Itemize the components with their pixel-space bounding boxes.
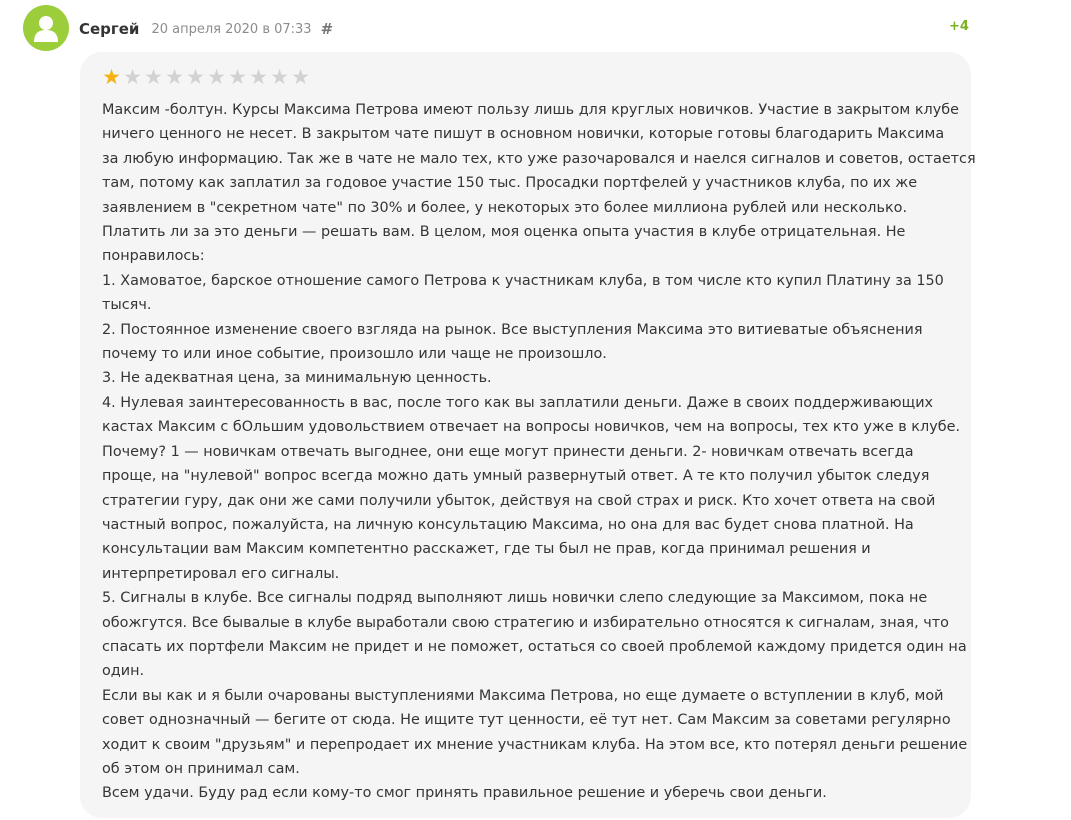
comment-line: Всем удачи. Буду рад если кому-то смог принять правильное решение и уберечь свои деньги.	[102, 785, 827, 802]
comment-line: ходит к своим "друзьям" и перепродает их мнение участникам клуба. На этом все, кто потерял деньги решение	[102, 736, 968, 753]
avatar[interactable]	[23, 5, 69, 51]
comment-line: совет однозначный — бегите от сюда. Не ищите тут ценности, её тут нет. Сам Максим за советами регулярно	[102, 712, 951, 729]
comment-line: 4. Нулевая заинтересованность в вас, после того как вы заплатили деньги. Даже в своих поддерживающих	[102, 394, 934, 411]
comment-line: заявлением в "секретном чате" по 30% и более, у некоторых это более миллиона рублей или несколько.	[102, 199, 908, 216]
comment-anchor-link[interactable]: #	[320, 20, 334, 38]
comment-text	[102, 98, 976, 806]
comment-line: 3. Не адекватная цена, за минимальную ценность.	[102, 370, 492, 387]
star-icon: ★	[249, 65, 268, 89]
comment-line: интерпретировал его сигналы.	[102, 565, 340, 582]
comment-line: тысяч.	[102, 297, 152, 314]
comment-line: за любую информацию. Так же в чате не мало тех, кто уже разочаровался и наелся сигналов и советов, остается	[102, 150, 976, 167]
comment-date: 20 апреля 2020 в 07:33	[151, 21, 312, 37]
comment-line: один.	[102, 663, 145, 680]
author-name[interactable]: Сергей	[79, 20, 140, 38]
comment-line: об этом он принимал сам.	[102, 760, 300, 777]
comment-line: Почему? 1 — новичкам отвечать выгоднее, они еще могут принести деньги. 2- новичкам отвечать всегда	[102, 443, 914, 460]
comment-line: проще, на "нулевой" вопрос всегда можно дать умный развернутый ответ. А те кто получил убыток следуя	[102, 468, 930, 485]
star-icon: ★	[165, 65, 184, 89]
comment-line: 5. Сигналы в клубе. Все сигналы подряд выполняют лишь новички слепо следующие за Максимом, пока не	[102, 590, 928, 607]
user-silhouette-icon	[34, 14, 58, 42]
comment-line: кастах Максим с бОльшим удовольствием отвечает на вопросы новичков, чем на вопросы, тех кто уже в клубе.	[102, 419, 961, 436]
star-icon: ★	[228, 65, 247, 89]
star-icon: ★	[123, 65, 142, 89]
comment-line: 2. Постоянное изменение своего взгляда на рынок. Все выступления Максима это витиеватые объяснения	[102, 321, 923, 338]
star-icon: ★	[270, 65, 289, 89]
comment-line: обожгутся. Все бывалые в клубе выработали свою стратегию и избирательно относятся к сигналам, зная, что	[102, 614, 949, 631]
comment-line: Платить ли за это деньги — решать вам. В целом, моя оценка опыта участия в клубе отрицательная. Не	[102, 224, 906, 241]
comment-line: 1. Хамоватое, барское отношение самого Петрова к участникам клуба, в том числе кто купил Платину за 150	[102, 272, 944, 289]
comment-line: Максим -болтун. Курсы Максима Петрова имеют пользу лишь для круглых новичков. Участие в закрытом клубе	[102, 102, 959, 118]
comment-line: стратегии гуру, дак они же сами получили убыток, действуя на свой страх и риск. Кто хочет ответа на свой	[102, 492, 936, 509]
comment-line: Если вы как и я были очарованы выступлениями Максима Петрова, но еще думаете о вступлении в клуб, мой	[102, 687, 944, 704]
comment-line: консультации вам Максим компетентно расскажет, где ты был не прав, когда принимал решения и	[102, 541, 871, 558]
comment-rating: +4	[949, 19, 969, 34]
comment-line: ничего ценного не несет. В закрытом чате пишут в основном новички, которые готовы благодарить Максима	[102, 126, 945, 143]
star-icon: ★	[144, 65, 163, 89]
star-icon: ★	[186, 65, 205, 89]
comment-line: частный вопрос, пожалуйста, на личную консультацию Максима, но она для вас будет снова платной. На	[102, 516, 914, 533]
comment-line: понравилось:	[102, 248, 205, 265]
comment-line: почему то или иное событие, произошло или чаще не произошло.	[102, 346, 607, 363]
comment-line: спасать их портфели Максим не придет и не поможет, остаться со своей проблемой каждому придется один на	[102, 638, 967, 655]
comment-header	[79, 16, 333, 42]
star-rating	[101, 64, 311, 90]
star-icon: ★	[291, 65, 310, 89]
comment-line: там, потому как заплатил за годовое участие 150 тыс. Просадки портфелей у участников клуба, по их же	[102, 175, 918, 192]
star-icon: ★	[102, 65, 121, 89]
star-icon: ★	[207, 65, 226, 89]
